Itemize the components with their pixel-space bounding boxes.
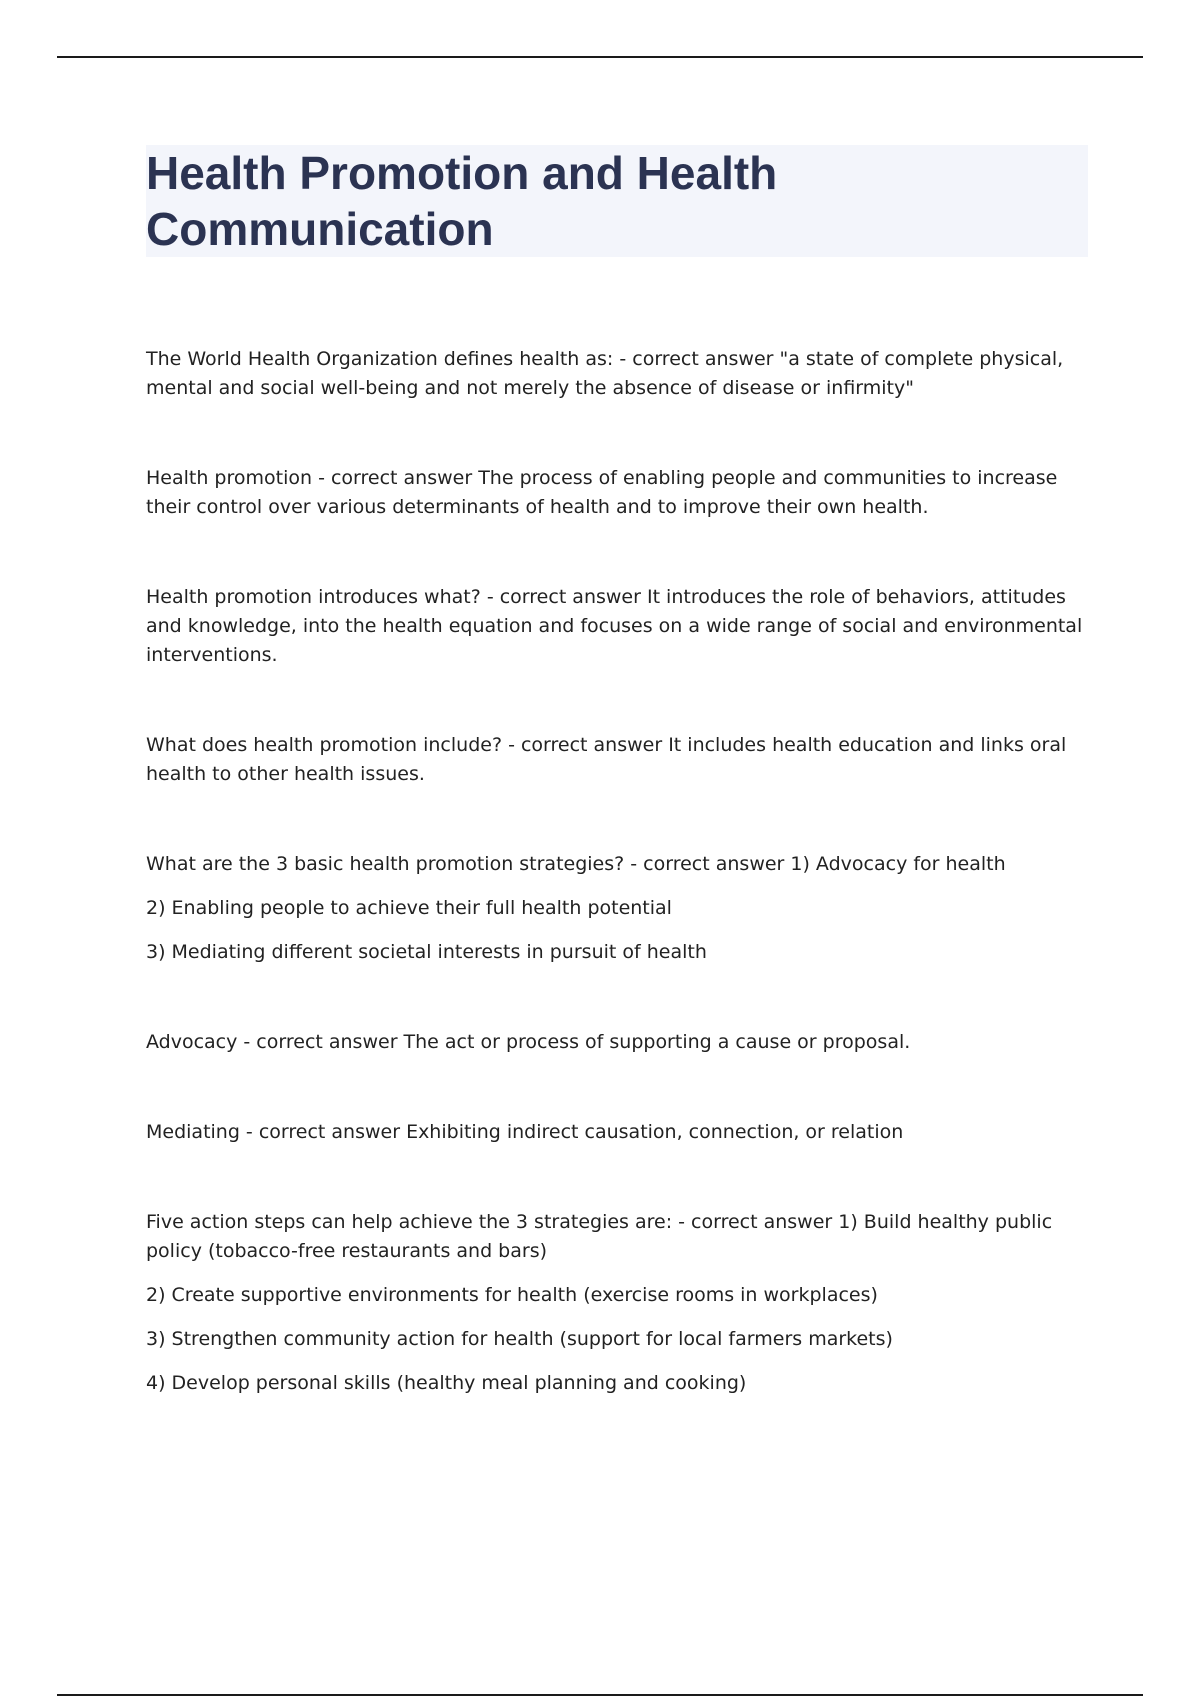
qa-block — [146, 345, 1091, 403]
qa-list-item: 3) Mediating different societal interests in pursuit of health — [146, 941, 707, 963]
qa-text: Health promotion - correct answer The process of enabling people and communities to increase their control over various determinants of health and to improve their own health. — [146, 467, 1058, 518]
document-body — [146, 345, 1091, 1459]
footer-rule — [57, 1694, 1143, 1696]
qa-block — [146, 850, 1091, 967]
qa-text: What are the 3 basic health promotion strategies? - correct answer 1) Advocacy for health — [146, 853, 1006, 875]
header-rule — [57, 56, 1143, 58]
qa-block — [146, 464, 1091, 522]
qa-list-item: 2) Enabling people to achieve their full health potential — [146, 897, 672, 919]
qa-block — [146, 583, 1091, 670]
qa-block — [146, 1118, 1091, 1147]
page-title: Health Promotion and Health Communication — [146, 147, 778, 255]
qa-text: What does health promotion include? - correct answer It includes health education and links oral health to other health issues. — [146, 734, 1067, 785]
qa-block — [146, 1208, 1091, 1398]
title-banner — [146, 145, 1088, 257]
qa-text: Health promotion introduces what? - correct answer It introduces the role of behaviors, attitudes and knowledge, into the health equation and focuses on a wide range of social and environmental interventions. — [146, 586, 1083, 666]
qa-list-item: 2) Create supportive environments for health (exercise rooms in workplaces) — [146, 1284, 878, 1306]
qa-text: Five action steps can help achieve the 3 strategies are: - correct answer 1) Build healthy public policy (tobacco-free restaurants and bars) — [146, 1211, 1053, 1262]
qa-block — [146, 731, 1091, 789]
qa-text: The World Health Organization defines health as: - correct answer "a state of complete physical, mental and social well-being and not merely the absence of disease or infirmity" — [146, 348, 1064, 399]
qa-text: Mediating - correct answer Exhibiting indirect causation, connection, or relation — [146, 1121, 904, 1143]
qa-list-item: 3) Strengthen community action for health (support for local farmers markets) — [146, 1328, 893, 1350]
qa-text: Advocacy - correct answer The act or process of supporting a cause or proposal. — [146, 1031, 911, 1053]
qa-list-item: 4) Develop personal skills (healthy meal planning and cooking) — [146, 1372, 747, 1394]
qa-block — [146, 1028, 1091, 1057]
